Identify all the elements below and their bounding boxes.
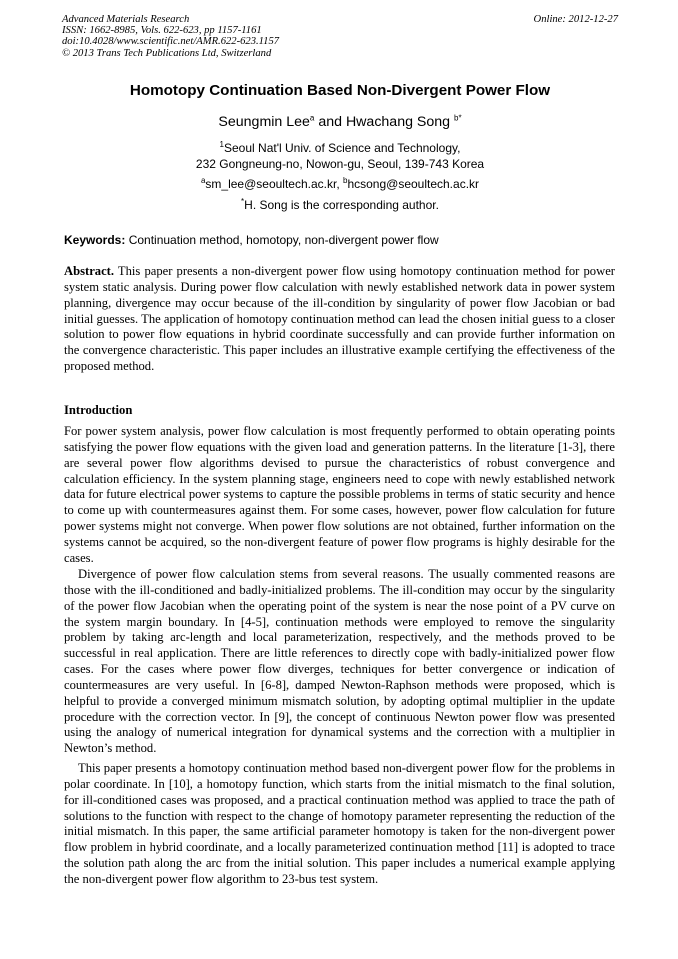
author-1-superscript: a	[309, 113, 315, 123]
email-b-superscript: b	[342, 176, 348, 185]
corresponding-superscript: *	[241, 197, 245, 206]
intro-paragraph-1: For power system analysis, power flow calculation is most frequently performed to obtain operating points satisfying the power flow equations with the given load and generation patterns. In the literature [1-3], there are several power flow algorithms devised to pursue the characteristics of robust convergence and calculation efficiency. In the system planning stage, engineers need to cope with newly established network data for future electrical power systems to capture the possible problems in terms of static security and hence to come up with countermeasures against them. For some cases, however, power flow calculation for future power systems might not converge. When power flow solutions are not obtained, further information on the systems cannot be acquired, so the non-divergent feature of power flow programs is highly desirable for the cases.	[64, 424, 615, 565]
abstract-label: Abstract.	[64, 264, 115, 278]
abstract-text: This paper presents a non-divergent power flow using homotopy continuation method for power system static analysis. During power flow calculation with newly established network data in power system planning, divergence may occur because of the ill-condition by singularity of power flow Jacobian or bad initial guesses. The application of homotopy continuation method can lead the chosen initial guess to a closer solution to power flow equations in hybrid coordinate successfully and can provide further information on the convergence characteristic. This paper includes an illustrative example certifying the effectiveness of the proposed method.	[64, 264, 615, 374]
corresponding-author-note: *H. Song is the corresponding author.	[241, 197, 439, 212]
email-line	[62, 176, 618, 192]
affiliation-superscript: 1	[219, 140, 224, 149]
affiliation-line-1: $^1$Seoul Nat'l Univ. of Science and Technology,	[219, 140, 461, 155]
keywords-text: Continuation method, homotopy, non-divergent power flow	[125, 233, 439, 247]
paper-title: Homotopy Continuation Based Non-Divergent Power Flow	[129, 82, 551, 99]
author-2-superscript: b*	[454, 113, 462, 123]
email-a-superscript: a	[200, 176, 206, 185]
email-b: hcsong@seoultech.ac.kr	[347, 177, 480, 191]
online-date: Online: 2012-12-27	[533, 14, 618, 25]
affiliation-line-2: 232 Gongneung-no, Nowon-gu, Seoul, 139-743 Korea	[195, 157, 485, 171]
copyright-line: © 2013 Trans Tech Publications Ltd, Switzerland	[62, 47, 272, 59]
intro-paragraph-3: This paper presents a homotopy continuation method based non-divergent power flow for the problems in polar coordinate. In [10], a homotopy function, which starts from the initial mismatch to the final solution, for ill-conditioned cases was proposed, and a practical continuation method was applied to trace the path of solutions to the function with respect to the change of homotopy parameter representing the reduction of the initial mismatch. In this paper, the same artificial parameter homotopy is taken for the non-divergent power flow problem in hybrid coordinate, and a locally parameterized continuation method [11] is adopted to trace the solution path along the arc from the initial solution. This paper includes a numerical example applying the non-divergent power flow algorithm to 23-bus test system.	[64, 761, 615, 886]
issn-line: ISSN: 1662-8985, Vols. 622-623, pp 1157-1161	[62, 25, 262, 37]
author-line	[62, 113, 618, 131]
journal-name: Advanced Materials Research	[62, 14, 190, 25]
email-a: sm_lee@seoultech.ac.kr,	[205, 177, 343, 191]
author-1: Seungmin Lee	[218, 114, 310, 130]
section-heading-introduction: Introduction	[64, 403, 133, 417]
author-2: Hwachang Song	[345, 114, 451, 130]
doi-line: doi:10.4028/www.scientific.net/AMR.622-623.1157	[62, 36, 280, 48]
journal-header	[62, 14, 618, 59]
intro-paragraph-2: Divergence of power flow calculation stems from several reasons. The usually commented reasons are those with the ill-conditioned and badly-initialized problems. The ill-condition may occur by the singularity of the power flow Jacobian when the operating point of the system is near the nose point of a PV curve on the system margin boundary. In [4-5], continuation methods were employed to remove the singularity problem by taking arc-length and local parameterization, respectively, and the methods proved to be successful in real application. There are little references to directly cope with badly-initialized power flow cases. For the cases where power flow diverges, techniques for better convergence or indication of countermeasures are very useful. In [6-8], damped Newton-Raphson methods were proposed, which is helpful to provide a converged minimum mismatch solution, by adopting optimal multiplier in the update procedure with the correction vector. In [9], the concept of continuous Newton power flow was presented using the analogy of numerical integration for dynamical systems and the correction with a multiplier in Newton’s method.	[64, 567, 615, 756]
abstract	[64, 264, 615, 375]
affiliation	[62, 140, 618, 172]
keywords	[64, 232, 616, 248]
keywords-label: Keywords:	[64, 233, 126, 247]
author-conjunction: and	[314, 114, 346, 130]
